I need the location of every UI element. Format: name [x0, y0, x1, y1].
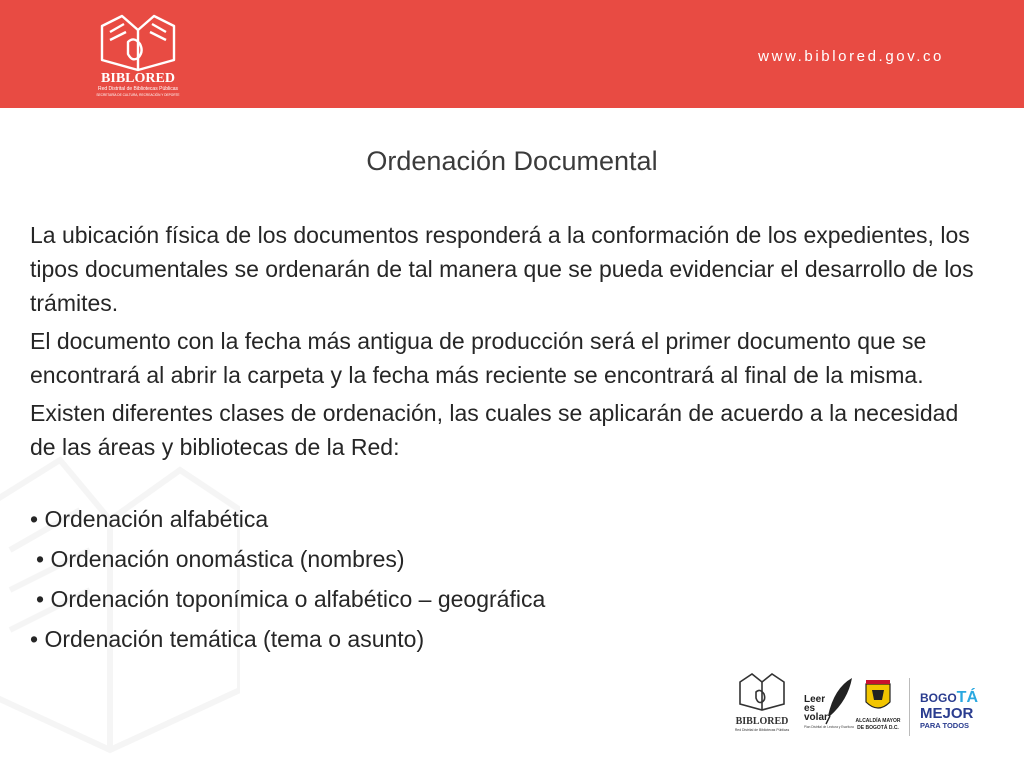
biblored-logo-secretaria: SECRETARÍA DE CULTURA, RECREACIÓN Y DEPORTE	[96, 93, 180, 97]
bogota-mejor-logo	[920, 687, 978, 730]
bullet-item: • Ordenación toponímica o alfabético – geográfica	[36, 586, 546, 612]
alcaldia-line1: ALCALDÍA MAYOR	[855, 718, 901, 724]
bullet-item: • Ordenación temática (tema o asunto)	[30, 626, 425, 652]
paragraph-3: Existen diferentes clases de ordenación, las cuales se aplicarán de acuerdo a la necesidad de las áreas y bibliotecas de la Red:	[30, 400, 959, 460]
mejor-text: MEJOR	[920, 705, 974, 722]
alcaldia-line2: DE BOGOTÁ D.C.	[857, 725, 899, 731]
leer-sub: Plan Distrital de Lectura y Escritura	[804, 725, 854, 729]
bullet-item: • Ordenación alfabética	[30, 506, 269, 532]
bogota-text-a: BOGO	[920, 691, 957, 705]
para-todos-text: PARA TODOS	[920, 721, 970, 730]
leer-line1: Leer	[804, 694, 826, 705]
leer-line2: es	[804, 703, 816, 714]
biblored-logo-subtitle: Red Distrital de Bibliotecas Públicas	[97, 86, 179, 92]
leer-line3: volar	[804, 712, 828, 723]
footer-logos	[730, 668, 1000, 742]
alcaldia-logo	[856, 680, 901, 731]
feather-icon	[828, 678, 852, 716]
page-title: Ordenación Documental	[366, 146, 658, 176]
paragraph-2: El documento con la fecha más antigua de producción será el primer documento que se encontrará al abrir la carpeta y la fecha más reciente se encontrará al final de la misma.	[30, 328, 927, 388]
paragraph-1: La ubicación física de los documentos responderá a la conformación de los expedientes, los tipos documentales se ordenarán de tal manera que se pueda evidenciar el desarrollo de los trámites.	[30, 222, 974, 316]
footer-biblored-label: BIBLORED	[735, 716, 789, 727]
website-url[interactable]: www.biblored.gov.co	[758, 48, 944, 65]
biblored-logo	[88, 8, 188, 100]
body-content	[30, 218, 980, 656]
biblored-logo-text: BIBLORED	[101, 71, 175, 86]
svg-text:BOGOTÁ	[920, 687, 978, 706]
leer-es-volar-logo	[804, 678, 854, 729]
footer-biblored-sub: Red Distrital de Bibliotecas Públicas	[734, 728, 790, 732]
bullet-item: • Ordenación onomástica (nombres)	[36, 546, 405, 572]
header-bar	[0, 0, 1024, 108]
bogota-text-b: TÁ	[956, 689, 978, 706]
footer-biblored-logo	[735, 674, 790, 732]
